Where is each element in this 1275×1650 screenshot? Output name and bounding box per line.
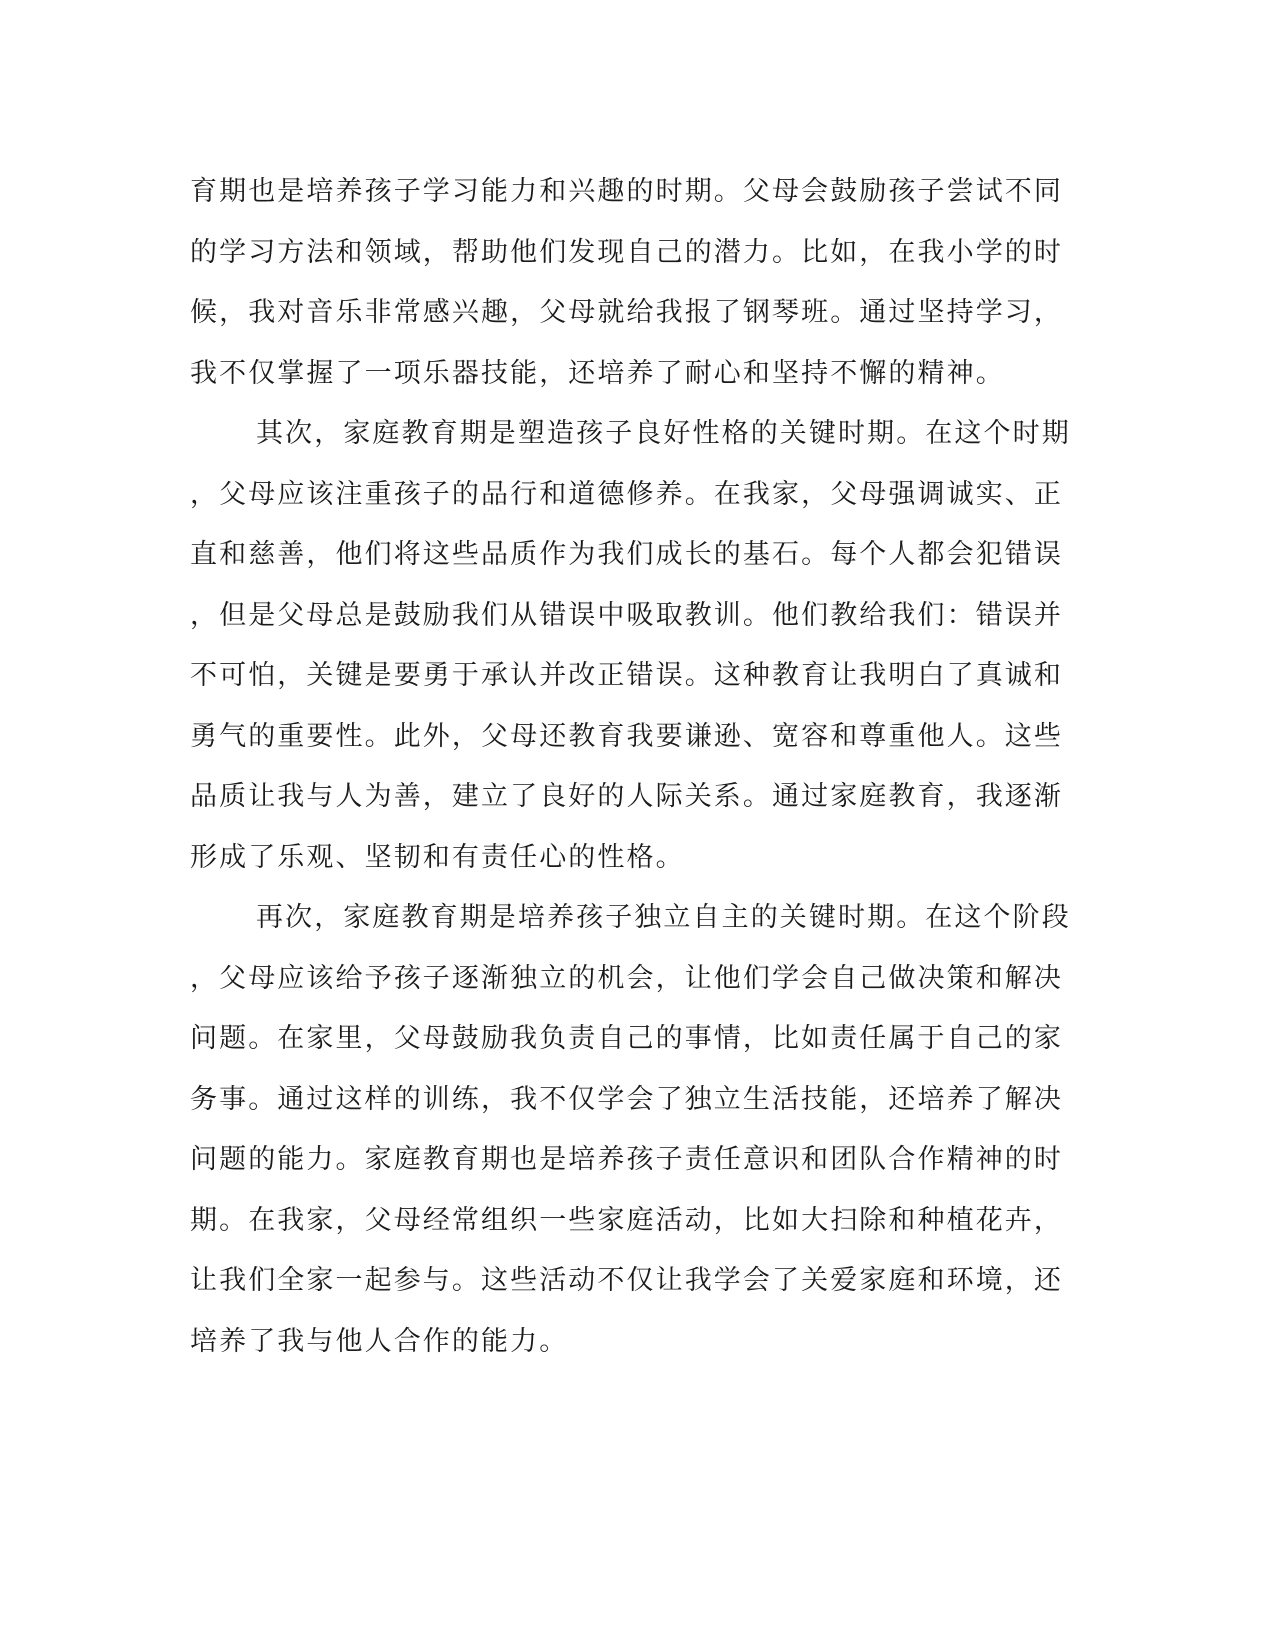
paragraph-2 [190, 404, 1080, 888]
paragraph-line: 直和慈善，他们将这些品质作为我们成长的基石。每个人都会犯错误 [190, 539, 1063, 570]
document-body [190, 162, 1080, 1372]
paragraph-line: 候，我对音乐非常感兴趣，父母就给我报了钢琴班。通过坚持学习， [190, 297, 1063, 328]
paragraph-line: 形成了乐观、坚韧和有责任心的性格。 [190, 841, 685, 873]
paragraph-line: 不可怕，关键是要勇于承认并改正错误。这种教育让我明白了真诚和 [190, 660, 1063, 691]
paragraph-line: 务事。通过这样的训练，我不仅学会了独立生活技能，还培养了解决 [190, 1083, 1063, 1115]
paragraph-first-line: 其次，家庭教育期是塑造孩子良好性格的关键时期。在这个时期 [256, 418, 1071, 449]
paragraph-line: 育期也是培养孩子学习能力和兴趣的时期。父母会鼓励孩子尝试不同 [190, 176, 1063, 207]
paragraph-line: 我不仅掌握了一项乐器技能，还培养了耐心和坚持不懈的精神。 [190, 357, 1005, 389]
paragraph-first-line: 再次，家庭教育期是培养孩子独立自主的关键时期。在这个阶段 [256, 902, 1071, 933]
paragraph-line: 勇气的重要性。此外，父母还教育我要谦逊、宽容和尊重他人。这些 [190, 720, 1063, 752]
paragraph-line: 问题的能力。家庭教育期也是培养孩子责任意识和团队合作精神的时 [190, 1144, 1063, 1175]
paragraph-line: 让我们全家一起参与。这些活动不仅让我学会了关爱家庭和环境，还 [190, 1265, 1063, 1296]
paragraph-line: 期。在我家，父母经常组织一些家庭活动，比如大扫除和种植花卉， [190, 1204, 1063, 1236]
paragraph-line: 培养了我与他人合作的能力。 [190, 1325, 569, 1357]
paragraph-1 [190, 162, 1080, 404]
paragraph-line: ，父母应该给予孩子逐渐独立的机会，让他们学会自己做决策和解决 [190, 962, 1063, 994]
paragraph-line: ，父母应该注重孩子的品行和道德修养。在我家，父母强调诚实、正 [190, 478, 1063, 510]
paragraph-line: 的学习方法和领域，帮助他们发现自己的潜力。比如，在我小学的时 [190, 236, 1063, 268]
paragraph-line: 问题。在家里，父母鼓励我负责自己的事情，比如责任属于自己的家 [190, 1023, 1063, 1054]
paragraph-line: ，但是父母总是鼓励我们从错误中吸取教训。他们教给我们：错误并 [190, 599, 1063, 631]
paragraph-line: 品质让我与人为善，建立了良好的人际关系。通过家庭教育，我逐渐 [190, 781, 1063, 812]
paragraph-3 [190, 888, 1080, 1372]
